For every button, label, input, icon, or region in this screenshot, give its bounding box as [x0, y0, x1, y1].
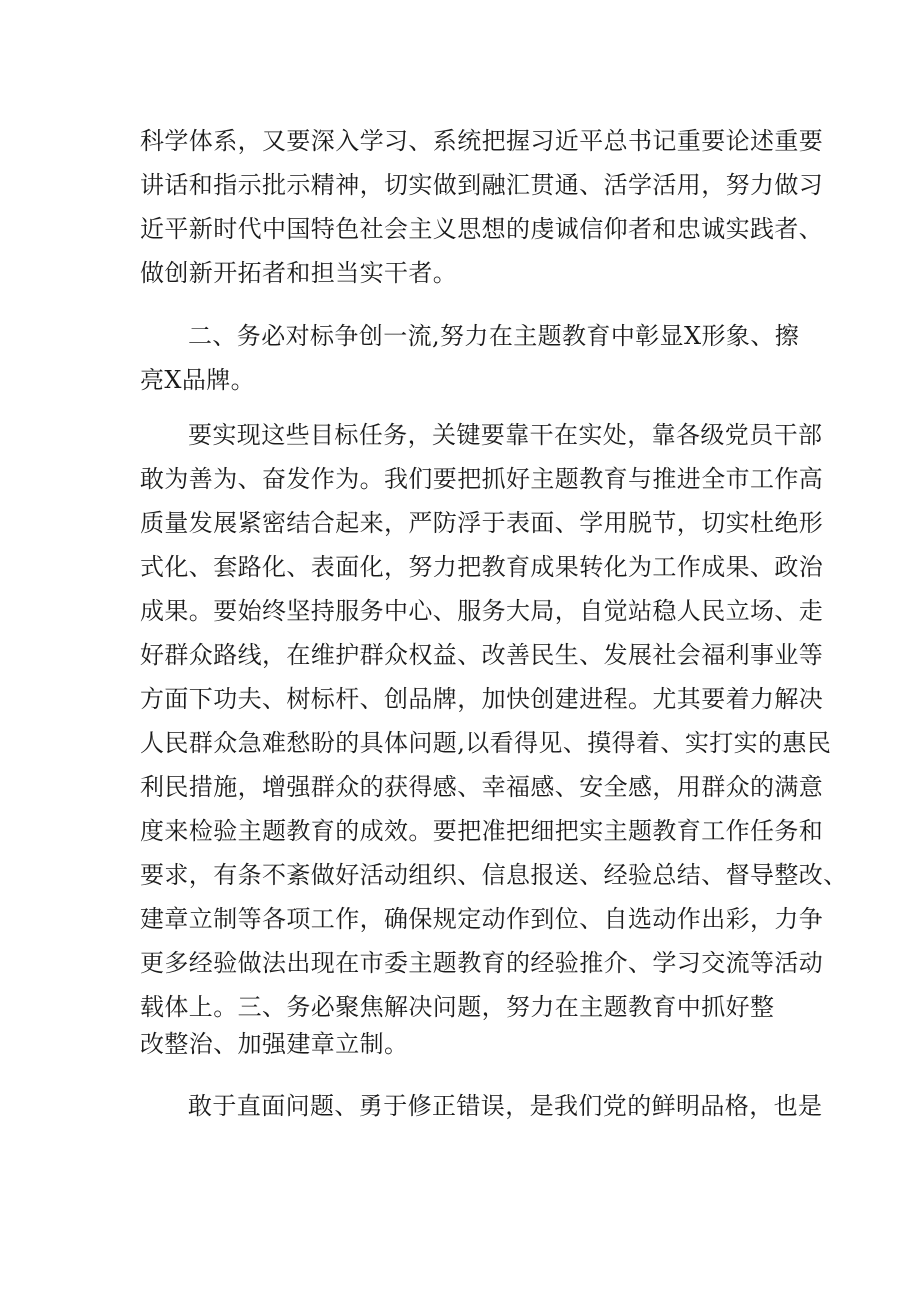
- section-heading-cont: 亮X品牌。: [140, 366, 256, 394]
- text-line: 度来检验主题教育的成效。要把准把细把实主题教育工作任务和: [140, 817, 824, 845]
- text-line: 做创新开拓者和担当实干者。: [140, 259, 458, 287]
- text-line: 近平新时代中国特色社会主义思想的虔诚信仰者和忠诚实践者、: [140, 215, 824, 243]
- text-line: 质量发展紧密结合起来，严防浮于表面、学用脱节，切实杜绝形: [140, 509, 824, 537]
- section-heading: 二、务必对标争创一流,努力在主题教育中彰显X形象、擦: [188, 322, 800, 350]
- text-line: 改整治、加强建章立制。: [140, 1030, 409, 1058]
- text-line: 敢为善为、奋发作为。我们要把抓好主题教育与推进全市工作高: [140, 465, 824, 493]
- text-line: 人民群众急难愁盼的具体问题,以看得见、摸得着、实打实的惠民: [140, 729, 832, 757]
- text-line: 成果。要始终坚持服务中心、服务大局，自觉站稳人民立场、走: [140, 597, 824, 625]
- text-line: 载体上。三、务必聚焦解决问题，努力在主题教育中抓好整: [140, 993, 775, 1021]
- text-line: 方面下功夫、树标杆、创品牌，加快创建进程。尤其要着力解决: [140, 685, 824, 713]
- text-line: 要求，有条不紊做好活动组织、信息报送、经验总结、督导整改、: [140, 861, 848, 889]
- paragraph-start: 敢于直面问题、勇于修正错误，是我们党的鲜明品格，也是: [188, 1092, 823, 1120]
- text-line: 式化、套路化、表面化，努力把教育成果转化为工作成果、政治: [140, 553, 824, 581]
- text-line: 好群众路线，在维护群众权益、改善民生、发展社会福利事业等: [140, 641, 824, 669]
- text-line: 更多经验做法出现在市委主题教育的经验推介、学习交流等活动: [140, 949, 824, 977]
- text-line: 利民措施，增强群众的获得感、幸福感、安全感，用群众的满意: [140, 773, 824, 801]
- text-line: 科学体系，又要深入学习、系统把握习近平总书记重要论述重要: [140, 127, 824, 155]
- text-line: 讲话和指示批示精神，切实做到融汇贯通、活学活用，努力做习: [140, 171, 824, 199]
- text-line: 建章立制等各项工作，确保规定动作到位、自选动作出彩，力争: [140, 905, 824, 933]
- paragraph-start: 要实现这些目标任务，关键要靠干在实处，靠各级党员干部: [188, 421, 823, 449]
